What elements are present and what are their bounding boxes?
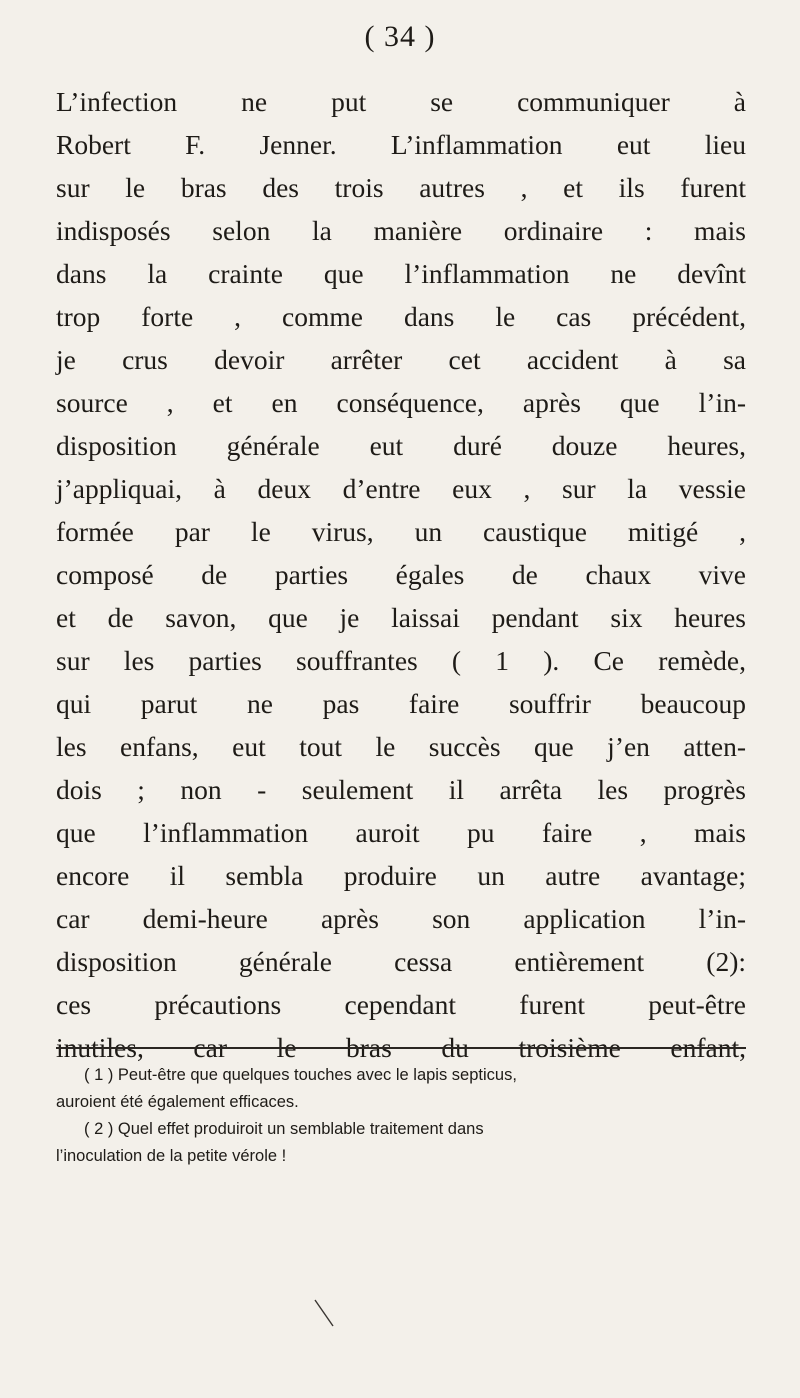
text-line: source , et en conséquence, après que l’in- (56, 387, 746, 418)
text-line: Robert F. Jenner. L’inflammation eut lieu (56, 129, 746, 160)
text-line: qui parut ne pas faire souffrir beaucoup (56, 688, 746, 719)
text-line: trop forte , comme dans le cas précédent, (56, 301, 746, 332)
footnote-line: ( 2 ) Quel effet produiroit un semblable traitement dans (84, 1120, 484, 1138)
footnote-line: ( 1 ) Peut-être que quelques touches avec le lapis septicus, (84, 1066, 517, 1084)
text-line: dans la crainte que l’inflammation ne devînt (56, 258, 746, 289)
text-line: que l’inflammation auroit pu faire , mais (56, 817, 746, 848)
text-line: disposition générale eut duré douze heures, (56, 430, 746, 461)
footnote-line: l’inoculation de la petite vérole ! (56, 1147, 287, 1165)
text-line: composé de parties égales de chaux vive (56, 559, 746, 590)
text-line: car demi-heure après son application l’in- (56, 903, 746, 934)
text-line: disposition générale cessa entièrement (2): (56, 946, 746, 977)
footnote-line: auroient été également efficaces. (56, 1093, 299, 1111)
body-text (56, 80, 746, 1069)
text-line: sur les parties souffrantes ( 1 ). Ce remède, (56, 645, 746, 676)
footnotes (56, 1062, 746, 1170)
footnote-divider (56, 1047, 746, 1049)
page-number: ( 34 ) (364, 20, 436, 53)
text-line: je crus devoir arrêter cet accident à sa (56, 344, 746, 375)
pencil-mark (313, 1298, 335, 1328)
text-line: inutiles, car le bras du troisième enfant, (56, 1032, 746, 1063)
text-line: formée par le virus, un caustique mitigé , (56, 516, 746, 547)
text-line: j’appliquai, à deux d’entre eux , sur la vessie (56, 473, 746, 504)
text-line: sur le bras des trois autres , et ils furent (56, 172, 746, 203)
text-line: ces précautions cependant furent peut-être (56, 989, 746, 1020)
text-line: L’infection ne put se communiquer à (56, 86, 746, 117)
text-line: encore il sembla produire un autre avantage; (56, 860, 746, 891)
text-line: les enfans, eut tout le succès que j’en atten- (56, 731, 746, 762)
text-line: et de savon, que je laissai pendant six heures (56, 602, 746, 633)
text-line: indisposés selon la manière ordinaire : mais (56, 215, 746, 246)
text-line: dois ; non - seulement il arrêta les progrès (56, 774, 746, 805)
